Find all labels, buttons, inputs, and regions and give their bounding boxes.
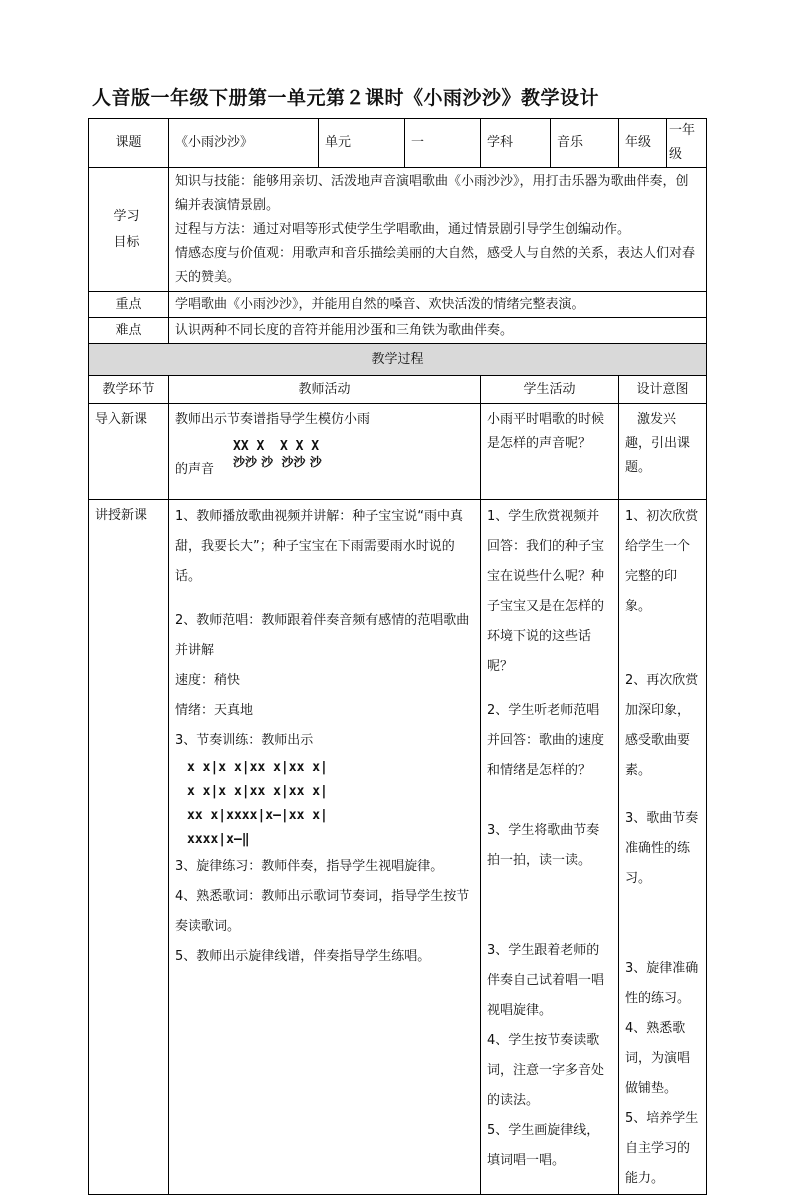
difficulty-row <box>89 318 707 344</box>
goals-row <box>89 168 707 292</box>
intro-teacher: 教师出示节奏谱指导学生模仿小雨 XX X X X X 的声音 沙沙 沙 沙沙 沙 <box>169 404 481 500</box>
unit-value: 一 <box>405 119 481 168</box>
difficulty-label: 难点 <box>89 318 169 344</box>
intro-rhythm-syllables: 沙沙 沙 沙沙 沙 <box>233 455 322 469</box>
key-text: 学唱歌曲《小雨沙沙》，并能用自然的嗓音、欢快活泼的情绪完整表演。 <box>169 292 707 318</box>
info-row <box>89 119 707 168</box>
lesson-intent: 1、初次欣赏给学生一个完整的印象。 2、再次欣赏加深印象，感受歌曲要素。 3、歌曲节奏准确性的练习。 3、旋律准确性的练习。 4、熟悉歌词，为演唱做铺垫。 5、培养学生自主学习的能力。 <box>619 500 707 1195</box>
intro-rhythm-notes: XX X X X X <box>233 439 320 454</box>
topic-label: 课题 <box>89 119 169 168</box>
rhythm-line-1: x x|x x|xx x|xx x| <box>187 760 328 775</box>
lesson-plan-table <box>88 118 707 1195</box>
col-teacher: 教师活动 <box>169 376 481 404</box>
lesson-row <box>89 500 707 1195</box>
col-student: 学生活动 <box>481 376 619 404</box>
goals-content <box>169 168 707 292</box>
difficulty-text: 认识两种不同长度的音符并能用沙蛋和三角铁为歌曲伴奏。 <box>169 318 707 344</box>
key-row <box>89 292 707 318</box>
process-header: 教学过程 <box>89 344 707 376</box>
grade-label: 年级 <box>619 119 667 168</box>
document-title: 人音版一年级下册第一单元第２课时《小雨沙沙》教学设计 <box>92 87 600 109</box>
intro-stage: 导入新课 <box>89 404 169 500</box>
goal-knowledge: 知识与技能：能够用亲切、活泼地声音演唱歌曲《小雨沙沙》，用打击乐器为歌曲伴奏，创编并表演情景剧。 <box>175 174 689 213</box>
unit-label: 单元 <box>319 119 405 168</box>
process-header-row <box>89 344 707 376</box>
lesson-teacher: 1、教师播放歌曲视频并讲解：种子宝宝说“雨中真甜，我要长大”；种子宝宝在下雨需要雨水时说的话。 2、教师范唱：教师跟着伴奏音频有感情的范唱歌曲并讲解 速度：稍快 情绪：天真地 3、节奏训练：教师出示 x x|x x|xx x|xx x| x x|x x|xx x|xx x| xx x|xxxx|x—|xx x| xxxx|x—‖ 3、旋律练习：教师伴奏，指导学生视唱旋律。 4、熟悉歌词：教师出示歌词节奏词，指导学生按节奏读歌词。 5、教师出示旋律线谱，伴奏指导学生练唱。 <box>169 500 481 1195</box>
rhythm-line-3: xx x|xxxx|x—|xx x| <box>187 808 328 823</box>
goal-process: 过程与方法：通过对唱等形式使学生学唱歌曲，通过情景剧引导学生创编动作。 <box>175 222 631 237</box>
grade-value: 一年级 <box>667 119 707 168</box>
col-intent: 设计意图 <box>619 376 707 404</box>
intro-row <box>89 404 707 500</box>
goals-label: 学习目标 <box>89 168 169 292</box>
intro-intent: 激发兴趣，引出课题。 <box>619 404 707 500</box>
intro-student: 小雨平时唱歌的时候是怎样的声音呢？ <box>481 404 619 500</box>
rhythm-line-4: xxxx|x—‖ <box>187 832 250 847</box>
subject-label: 学科 <box>481 119 551 168</box>
topic-value: 《小雨沙沙》 <box>169 119 319 168</box>
key-label: 重点 <box>89 292 169 318</box>
rhythm-line-2: x x|x x|xx x|xx x| <box>187 784 328 799</box>
lesson-student: 1、学生欣赏视频并回答：我们的种子宝宝在说些什么呢？种子宝宝又是在怎样的环境下说的这些话呢？ 2、学生听老师范唱并回答：歌曲的速度和情绪是怎样的？ 3、学生将歌曲节奏拍一拍，读一读。 3、学生跟着老师的伴奏自己试着唱一唱视唱旋律。 4、学生按节奏读歌词，注意一字多音处的读法。 5、学生画旋律线，填词唱一唱。 <box>481 500 619 1195</box>
lesson-stage: 讲授新课 <box>89 500 169 1195</box>
goal-emotion: 情感态度与价值观：用歌声和音乐描绘美丽的大自然，感受人与自然的关系，表达人们对春天的赞美。 <box>175 246 696 285</box>
col-stage: 教学环节 <box>89 376 169 404</box>
process-columns-row <box>89 376 707 404</box>
subject-value: 音乐 <box>551 119 619 168</box>
